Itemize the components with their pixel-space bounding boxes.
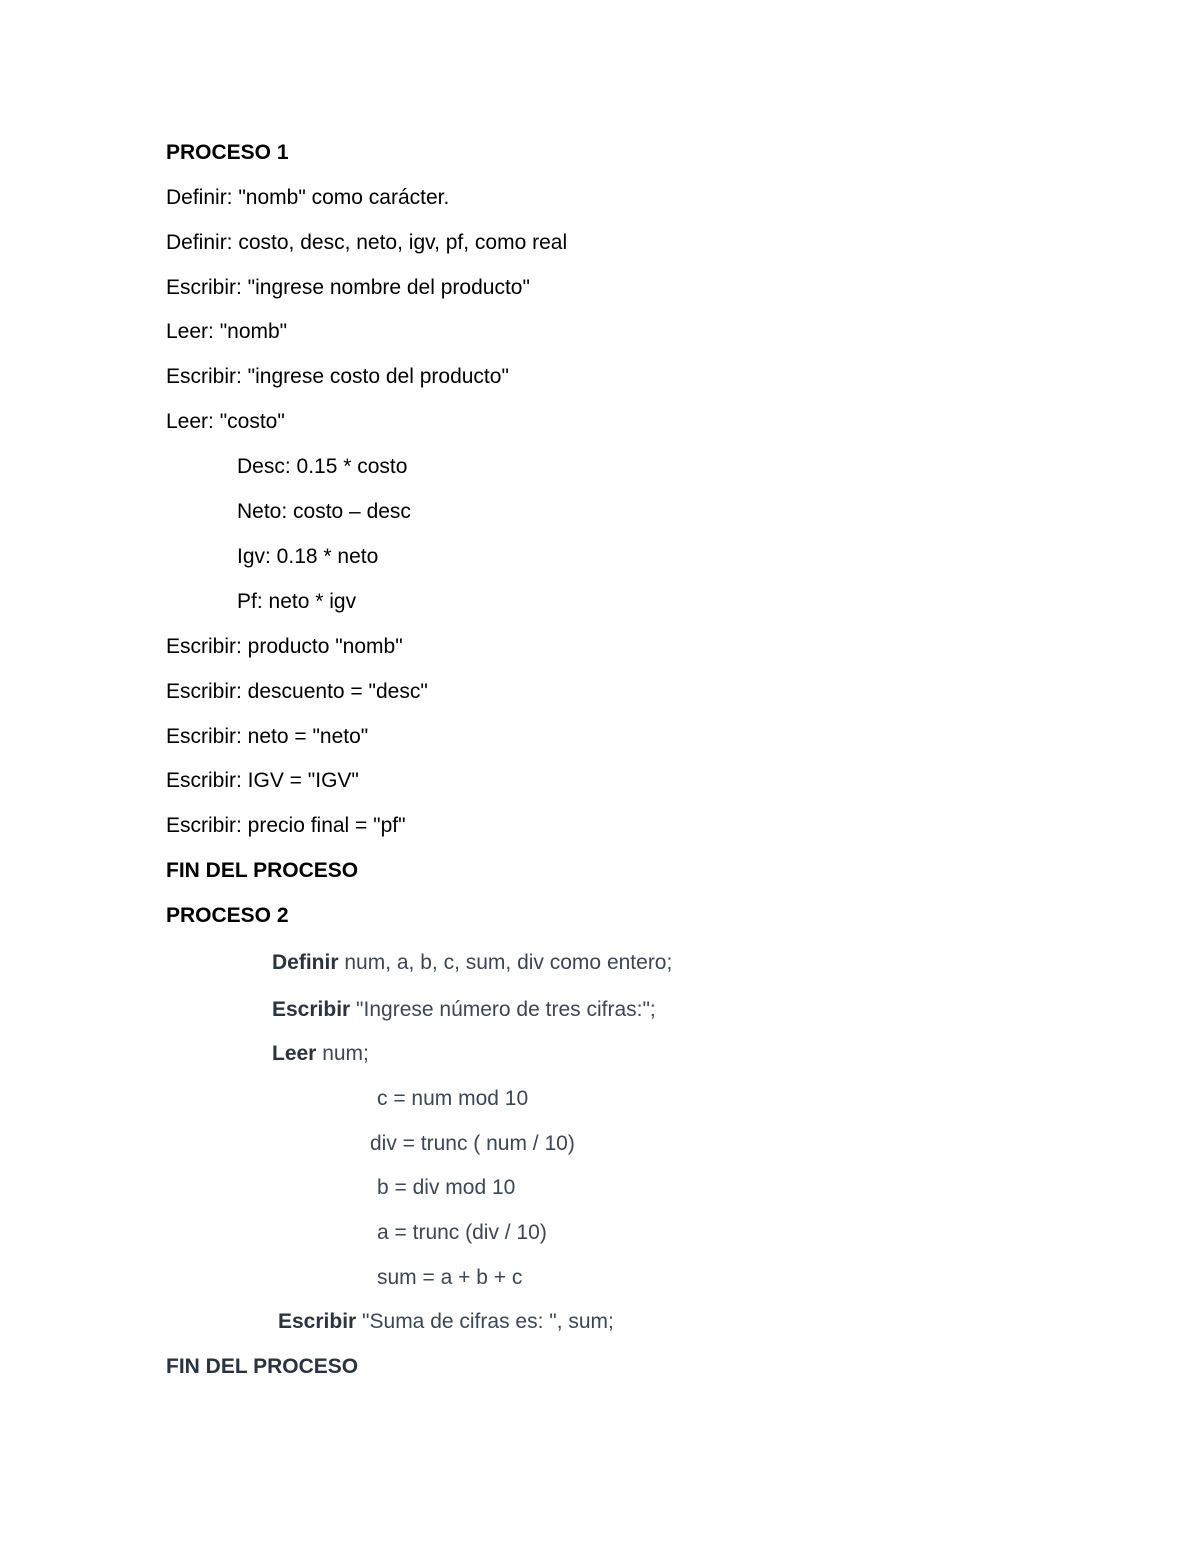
- calc-text: c = num mod 10: [377, 1087, 529, 1110]
- proceso-1-line: Escribir: "ingrese costo del producto": [166, 365, 509, 388]
- proceso-2-end: FIN DEL PROCESO: [166, 1355, 359, 1378]
- proceso-1-calc-line: Pf: neto * igv: [237, 590, 357, 613]
- proceso-2-calc-line: [377, 1087, 528, 1111]
- keyword: Escribir: [272, 998, 351, 1021]
- proceso-1-line: Definir: costo, desc, neto, igv, pf, como real: [166, 231, 568, 254]
- calc-text: sum = a + b + c: [377, 1266, 523, 1289]
- proceso-1-calc-line: Neto: costo – desc: [237, 500, 411, 523]
- proceso-2-statement: [272, 951, 672, 975]
- proceso-2-calc-line: [377, 1176, 515, 1200]
- statement-text: "Suma de cifras es: ", sum;: [356, 1310, 614, 1333]
- proceso-1-calc-line: Igv: 0.18 * neto: [237, 545, 379, 568]
- statement-text: num, a, b, c, sum, div como entero;: [338, 951, 673, 974]
- proceso-1-line: Leer: "nomb": [166, 320, 288, 343]
- proceso-2-statement: [272, 1042, 369, 1066]
- proceso-2-calc-line: [377, 1221, 547, 1245]
- calc-text: a = trunc (div / 10): [377, 1221, 547, 1244]
- calc-text: div = trunc ( num / 10): [370, 1132, 575, 1155]
- proceso-1-line: Escribir: producto "nomb": [166, 635, 403, 658]
- keyword: Definir: [272, 951, 339, 974]
- proceso-2-statement: [272, 998, 656, 1022]
- proceso-1-line: Escribir: "ingrese nombre del producto": [166, 276, 530, 299]
- proceso-1-line: Escribir: precio final = "pf": [166, 814, 406, 837]
- proceso-1-line: Escribir: descuento = "desc": [166, 680, 428, 703]
- proceso-2-heading: PROCESO 2: [166, 904, 289, 927]
- proceso-1-calc-line: Desc: 0.15 * costo: [237, 455, 408, 478]
- proceso-1-heading: PROCESO 1: [166, 141, 289, 164]
- proceso-1-line: Escribir: IGV = "IGV": [166, 769, 359, 792]
- proceso-1-line: Definir: "nomb" como carácter.: [166, 186, 450, 209]
- proceso-2-calc-line: [370, 1132, 575, 1156]
- proceso-1-end: FIN DEL PROCESO: [166, 859, 359, 882]
- statement-text: num;: [316, 1042, 369, 1065]
- keyword: Escribir: [278, 1310, 357, 1333]
- proceso-2-output-statement: [278, 1310, 614, 1334]
- statement-text: "Ingrese número de tres cifras:";: [350, 998, 656, 1021]
- keyword: Leer: [272, 1042, 317, 1065]
- proceso-2-calc-line: [377, 1266, 522, 1290]
- proceso-1-line: Escribir: neto = "neto": [166, 725, 369, 748]
- proceso-1-line: Leer: "costo": [166, 410, 285, 433]
- calc-text: b = div mod 10: [377, 1176, 516, 1199]
